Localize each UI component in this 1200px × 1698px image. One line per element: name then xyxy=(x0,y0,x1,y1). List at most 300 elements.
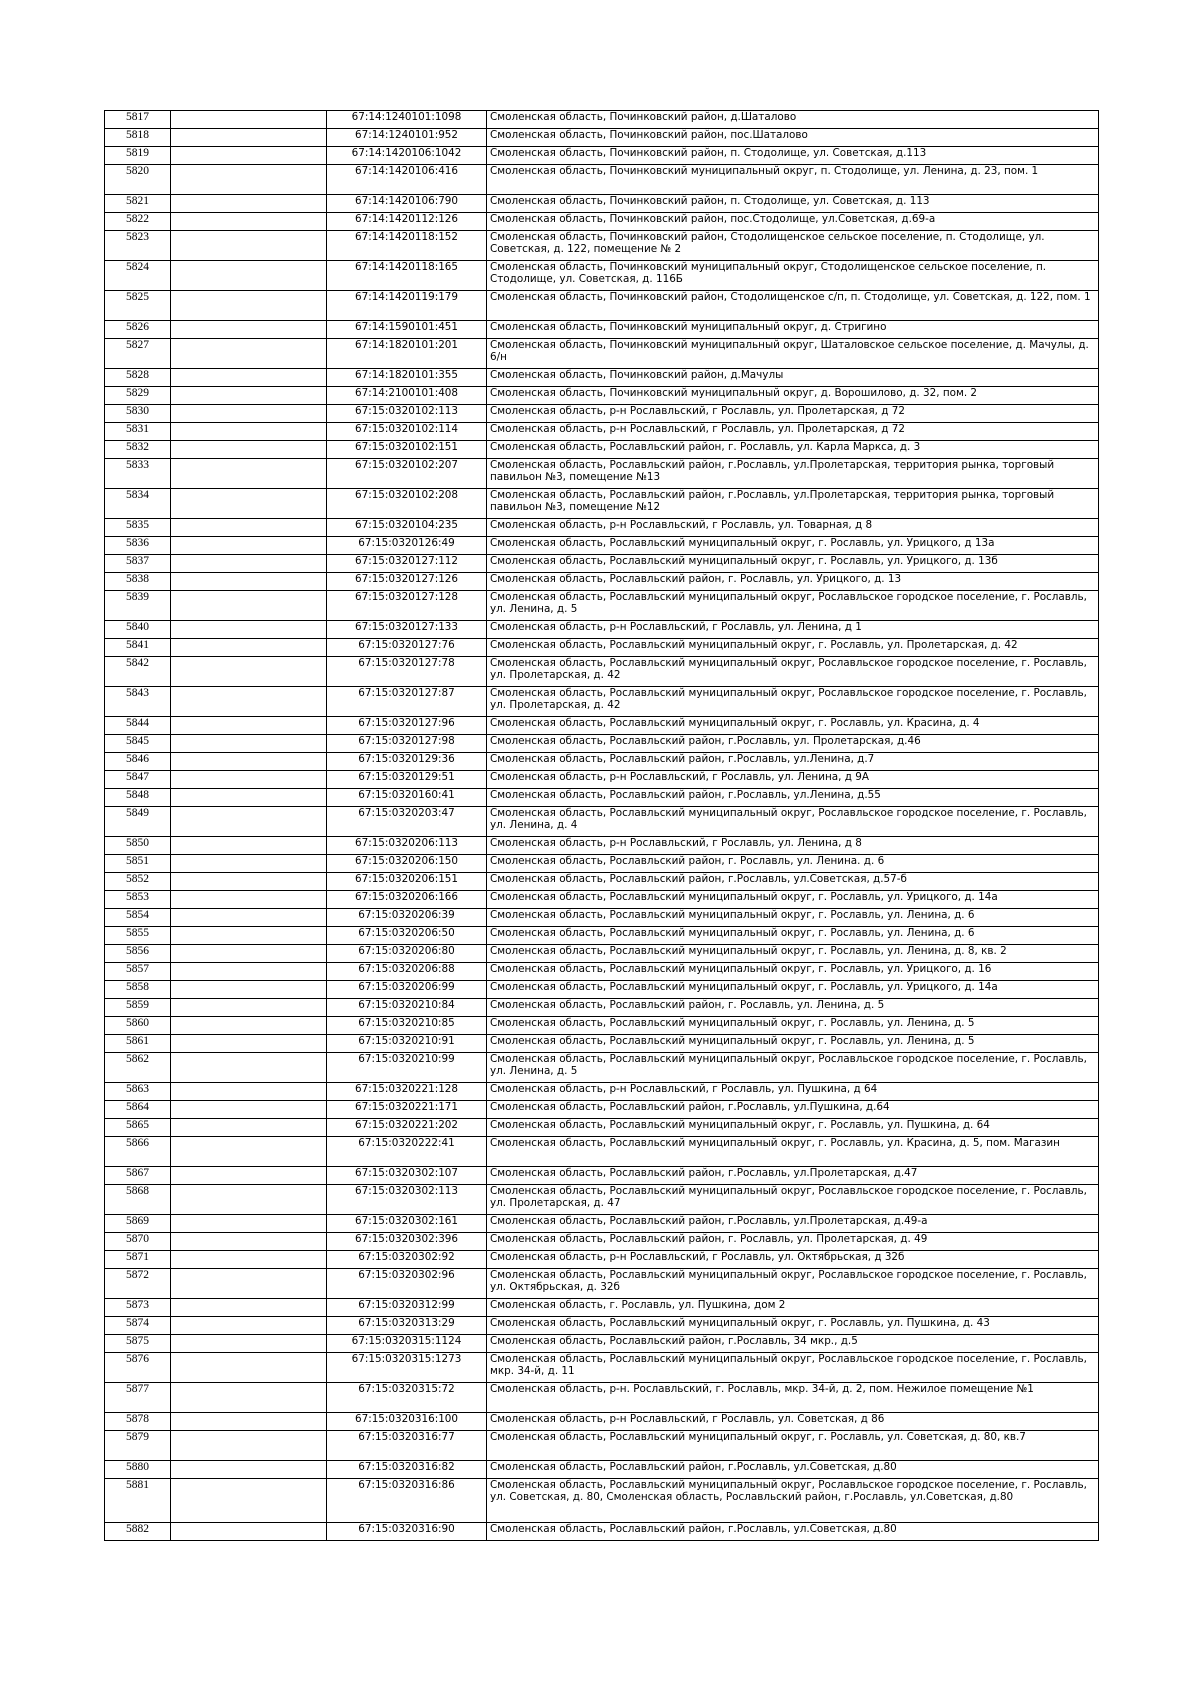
row-number-cell: 5880 xyxy=(105,1461,171,1479)
address-cell: Смоленская область, Рославльский район, г.Рославль, ул.Пролетарская, д.47 xyxy=(487,1167,1099,1185)
empty-cell xyxy=(171,1101,327,1119)
address-cell: Смоленская область, Починковский район, д.Шаталово xyxy=(487,111,1099,129)
empty-cell xyxy=(171,519,327,537)
cadastral-number-cell: 67:14:1420112:126 xyxy=(327,213,487,231)
row-number-cell: 5832 xyxy=(105,441,171,459)
table-row xyxy=(105,753,1099,771)
address-cell: Смоленская область, Рославльский муниципальный округ, Рославльское городское поселение, г. Рославль, ул. Советская, д. 80, Смоленская область, Рославльский район, г.Рославль, ул.Советская, д.80 xyxy=(487,1479,1099,1523)
address-cell: Смоленская область, Рославльский муниципальный округ, г. Рославль, ул. Урицкого, д. 13б xyxy=(487,555,1099,573)
row-number-cell: 5829 xyxy=(105,387,171,405)
row-number-cell: 5878 xyxy=(105,1413,171,1431)
row-number-cell: 5835 xyxy=(105,519,171,537)
table-row xyxy=(105,837,1099,855)
table-row xyxy=(105,231,1099,261)
empty-cell xyxy=(171,1335,327,1353)
table-row xyxy=(105,1233,1099,1251)
cadastral-number-cell: 67:15:0320316:77 xyxy=(327,1431,487,1461)
empty-cell xyxy=(171,369,327,387)
address-cell: Смоленская область, р-н Рославльский, г Рославль, ул. Товарная, д 8 xyxy=(487,519,1099,537)
empty-cell xyxy=(171,321,327,339)
empty-cell xyxy=(171,855,327,873)
cadastral-number-cell: 67:15:0320315:1273 xyxy=(327,1353,487,1383)
empty-cell xyxy=(171,1413,327,1431)
cadastral-number-cell: 67:15:0320206:151 xyxy=(327,873,487,891)
address-cell: Смоленская область, Рославльский муниципальный округ, г. Рославль, ул. Ленина, д. 5 xyxy=(487,1035,1099,1053)
address-cell: Смоленская область, Рославльский муниципальный округ, Рославльское городское поселение, г. Рославль, ул. Ленина, д. 5 xyxy=(487,1053,1099,1083)
registry-table xyxy=(104,110,1099,1541)
table-row xyxy=(105,405,1099,423)
address-cell: Смоленская область, Рославльский район, г. Рославль, ул. Урицкого, д. 13 xyxy=(487,573,1099,591)
row-number-cell: 5843 xyxy=(105,687,171,717)
table-row xyxy=(105,261,1099,291)
empty-cell xyxy=(171,1523,327,1541)
row-number-cell: 5852 xyxy=(105,873,171,891)
table-row xyxy=(105,1335,1099,1353)
table-row xyxy=(105,339,1099,369)
row-number-cell: 5834 xyxy=(105,489,171,519)
empty-cell xyxy=(171,909,327,927)
row-number-cell: 5831 xyxy=(105,423,171,441)
cadastral-number-cell: 67:15:0320203:47 xyxy=(327,807,487,837)
address-cell: Смоленская область, Починковский район, Стодолищенское сельское поселение, п. Стодолище, ул. Советская, д. 122, помещение № 2 xyxy=(487,231,1099,261)
row-number-cell: 5849 xyxy=(105,807,171,837)
cadastral-number-cell: 67:15:0320221:171 xyxy=(327,1101,487,1119)
empty-cell xyxy=(171,687,327,717)
empty-cell xyxy=(171,405,327,423)
cadastral-number-cell: 67:14:1420106:1042 xyxy=(327,147,487,165)
empty-cell xyxy=(171,999,327,1017)
address-cell: Смоленская область, Починковский район, пос.Стодолище, ул.Советская, д.69-а xyxy=(487,213,1099,231)
table-row xyxy=(105,519,1099,537)
cadastral-number-cell: 67:15:0320312:99 xyxy=(327,1299,487,1317)
address-cell: Смоленская область, Рославльский район, г.Рославль, ул.Советская, д.57-б xyxy=(487,873,1099,891)
row-number-cell: 5819 xyxy=(105,147,171,165)
table-row xyxy=(105,771,1099,789)
row-number-cell: 5818 xyxy=(105,129,171,147)
row-number-cell: 5874 xyxy=(105,1317,171,1335)
address-cell: Смоленская область, Рославльский муниципальный округ, г. Рославль, ул. Урицкого, д. 14а xyxy=(487,891,1099,909)
table-row xyxy=(105,735,1099,753)
row-number-cell: 5841 xyxy=(105,639,171,657)
cadastral-number-cell: 67:14:1420106:416 xyxy=(327,165,487,195)
address-cell: Смоленская область, Рославльский муниципальный округ, г. Рославль, ул. Урицкого, д. 14а xyxy=(487,981,1099,999)
address-cell: Смоленская область, Рославльский район, г.Рославль, ул. Пролетарская, д.46 xyxy=(487,735,1099,753)
cadastral-number-cell: 67:14:1420118:152 xyxy=(327,231,487,261)
empty-cell xyxy=(171,1017,327,1035)
cadastral-number-cell: 67:15:0320316:100 xyxy=(327,1413,487,1431)
address-cell: Смоленская область, р-н. Рославльский, г. Рославль, мкр. 34-й, д. 2, пом. Нежилое помещение №1 xyxy=(487,1383,1099,1413)
address-cell: Смоленская область, Рославльский муниципальный округ, г. Рославль, ул. Красина, д. 4 xyxy=(487,717,1099,735)
empty-cell xyxy=(171,1185,327,1215)
cadastral-number-cell: 67:15:0320206:166 xyxy=(327,891,487,909)
empty-cell xyxy=(171,129,327,147)
address-cell: Смоленская область, Починковский муниципальный округ, Шаталовское сельское поселение, д. Мачулы, д. 6/н xyxy=(487,339,1099,369)
address-cell: Смоленская область, Рославльский район, г.Рославль, ул.Пролетарская, д.49-а xyxy=(487,1215,1099,1233)
row-number-cell: 5871 xyxy=(105,1251,171,1269)
row-number-cell: 5875 xyxy=(105,1335,171,1353)
cadastral-number-cell: 67:15:0320206:39 xyxy=(327,909,487,927)
empty-cell xyxy=(171,963,327,981)
empty-cell xyxy=(171,261,327,291)
row-number-cell: 5882 xyxy=(105,1523,171,1541)
empty-cell xyxy=(171,387,327,405)
address-cell: Смоленская область, Починковский район, пос.Шаталово xyxy=(487,129,1099,147)
row-number-cell: 5863 xyxy=(105,1083,171,1101)
row-number-cell: 5817 xyxy=(105,111,171,129)
empty-cell xyxy=(171,1137,327,1167)
address-cell: Смоленская область, Рославльский район, г. Рославль, ул. Карла Маркса, д. 3 xyxy=(487,441,1099,459)
address-cell: Смоленская область, Рославльский муниципальный округ, Рославльское городское поселение, г. Рославль, ул. Пролетарская, д. 47 xyxy=(487,1185,1099,1215)
address-cell: Смоленская область, Рославльский муниципальный округ, г. Рославль, ул. Ленина, д. 6 xyxy=(487,927,1099,945)
cadastral-number-cell: 67:14:1820101:355 xyxy=(327,369,487,387)
cadastral-number-cell: 67:15:0320210:85 xyxy=(327,1017,487,1035)
cadastral-number-cell: 67:14:1420119:179 xyxy=(327,291,487,321)
row-number-cell: 5865 xyxy=(105,1119,171,1137)
cadastral-number-cell: 67:15:0320102:113 xyxy=(327,405,487,423)
empty-cell xyxy=(171,1251,327,1269)
table-row xyxy=(105,195,1099,213)
row-number-cell: 5842 xyxy=(105,657,171,687)
empty-cell xyxy=(171,1167,327,1185)
row-number-cell: 5839 xyxy=(105,591,171,621)
table-row xyxy=(105,657,1099,687)
table-row xyxy=(105,387,1099,405)
address-cell: Смоленская область, Рославльский район, г.Рославль, ул.Пролетарская, территория рынка, торговый павильон №3, помещение №13 xyxy=(487,459,1099,489)
table-row xyxy=(105,1479,1099,1523)
address-cell: Смоленская область, Рославльский район, г.Рославль, ул.Ленина, д.7 xyxy=(487,753,1099,771)
address-cell: Смоленская область, Рославльский муниципальный округ, г. Рославль, ул. Советская, д. 80, кв.7 xyxy=(487,1431,1099,1461)
address-cell: Смоленская область, Починковский район, п. Стодолище, ул. Советская, д.113 xyxy=(487,147,1099,165)
cadastral-number-cell: 67:15:0320302:161 xyxy=(327,1215,487,1233)
address-cell: Смоленская область, Починковский район, д.Мачулы xyxy=(487,369,1099,387)
table-row xyxy=(105,789,1099,807)
empty-cell xyxy=(171,441,327,459)
empty-cell xyxy=(171,1383,327,1413)
cadastral-number-cell: 67:15:0320206:80 xyxy=(327,945,487,963)
empty-cell xyxy=(171,213,327,231)
address-cell: Смоленская область, Рославльский район, г.Рославль, ул.Советская, д.80 xyxy=(487,1523,1099,1541)
empty-cell xyxy=(171,657,327,687)
address-cell: Смоленская область, Рославльский район, г. Рославль, ул. Ленина. д. 6 xyxy=(487,855,1099,873)
cadastral-number-cell: 67:15:0320206:50 xyxy=(327,927,487,945)
empty-cell xyxy=(171,945,327,963)
empty-cell xyxy=(171,231,327,261)
row-number-cell: 5856 xyxy=(105,945,171,963)
cadastral-number-cell: 67:14:1240101:1098 xyxy=(327,111,487,129)
row-number-cell: 5827 xyxy=(105,339,171,369)
empty-cell xyxy=(171,753,327,771)
row-number-cell: 5850 xyxy=(105,837,171,855)
cadastral-number-cell: 67:15:0320206:113 xyxy=(327,837,487,855)
table-row xyxy=(105,855,1099,873)
table-row xyxy=(105,1053,1099,1083)
empty-cell xyxy=(171,1299,327,1317)
empty-cell xyxy=(171,639,327,657)
row-number-cell: 5876 xyxy=(105,1353,171,1383)
cadastral-number-cell: 67:15:0320221:128 xyxy=(327,1083,487,1101)
empty-cell xyxy=(171,291,327,321)
row-number-cell: 5855 xyxy=(105,927,171,945)
row-number-cell: 5830 xyxy=(105,405,171,423)
row-number-cell: 5823 xyxy=(105,231,171,261)
row-number-cell: 5858 xyxy=(105,981,171,999)
row-number-cell: 5825 xyxy=(105,291,171,321)
table-row xyxy=(105,459,1099,489)
address-cell: Смоленская область, Рославльский муниципальный округ, г. Рославль, ул. Ленина, д. 8, кв. 2 xyxy=(487,945,1099,963)
table-row xyxy=(105,369,1099,387)
row-number-cell: 5837 xyxy=(105,555,171,573)
address-cell: Смоленская область, р-н Рославльский, г Рославль, ул. Ленина, д 1 xyxy=(487,621,1099,639)
table-row xyxy=(105,573,1099,591)
row-number-cell: 5870 xyxy=(105,1233,171,1251)
table-row xyxy=(105,1431,1099,1461)
table-row xyxy=(105,1353,1099,1383)
address-cell: Смоленская область, Починковский район, Стодолищенское с/п, п. Стодолище, ул. Советская, д. 122, пом. 1 xyxy=(487,291,1099,321)
table-row xyxy=(105,873,1099,891)
cadastral-number-cell: 67:14:1420106:790 xyxy=(327,195,487,213)
table-row xyxy=(105,165,1099,195)
row-number-cell: 5826 xyxy=(105,321,171,339)
cadastral-number-cell: 67:15:0320302:107 xyxy=(327,1167,487,1185)
row-number-cell: 5848 xyxy=(105,789,171,807)
cadastral-number-cell: 67:15:0320222:41 xyxy=(327,1137,487,1167)
table-row xyxy=(105,1035,1099,1053)
address-cell: Смоленская область, Починковский муниципальный округ, д. Ворошилово, д. 32, пом. 2 xyxy=(487,387,1099,405)
table-row xyxy=(105,129,1099,147)
table-row xyxy=(105,1137,1099,1167)
table-row xyxy=(105,1083,1099,1101)
table-row xyxy=(105,717,1099,735)
table-row xyxy=(105,891,1099,909)
address-cell: Смоленская область, Починковский район, п. Стодолище, ул. Советская, д. 113 xyxy=(487,195,1099,213)
table-row xyxy=(105,1413,1099,1431)
cadastral-number-cell: 67:15:0320127:98 xyxy=(327,735,487,753)
row-number-cell: 5820 xyxy=(105,165,171,195)
row-number-cell: 5853 xyxy=(105,891,171,909)
empty-cell xyxy=(171,981,327,999)
registry-table-body xyxy=(105,111,1099,1541)
empty-cell xyxy=(171,195,327,213)
row-number-cell: 5846 xyxy=(105,753,171,771)
row-number-cell: 5845 xyxy=(105,735,171,753)
row-number-cell: 5861 xyxy=(105,1035,171,1053)
row-number-cell: 5836 xyxy=(105,537,171,555)
empty-cell xyxy=(171,771,327,789)
cadastral-number-cell: 67:15:0320316:86 xyxy=(327,1479,487,1523)
cadastral-number-cell: 67:15:0320129:51 xyxy=(327,771,487,789)
table-row xyxy=(105,927,1099,945)
address-cell: Смоленская область, Рославльский муниципальный округ, г. Рославль, ул. Пролетарская, д. 42 xyxy=(487,639,1099,657)
address-cell: Смоленская область, р-н Рославльский, г Рославль, ул. Пролетарская, д 72 xyxy=(487,423,1099,441)
table-row xyxy=(105,807,1099,837)
row-number-cell: 5854 xyxy=(105,909,171,927)
table-row xyxy=(105,555,1099,573)
table-row xyxy=(105,321,1099,339)
address-cell: Смоленская область, р-н Рославльский, г Рославль, ул. Советская, д 86 xyxy=(487,1413,1099,1431)
table-row xyxy=(105,621,1099,639)
cadastral-number-cell: 67:15:0320102:207 xyxy=(327,459,487,489)
row-number-cell: 5828 xyxy=(105,369,171,387)
table-row xyxy=(105,981,1099,999)
cadastral-number-cell: 67:15:0320127:96 xyxy=(327,717,487,735)
empty-cell xyxy=(171,339,327,369)
cadastral-number-cell: 67:14:1420118:165 xyxy=(327,261,487,291)
address-cell: Смоленская область, р-н Рославльский, г Рославль, ул. Пушкина, д 64 xyxy=(487,1083,1099,1101)
cadastral-number-cell: 67:15:0320129:36 xyxy=(327,753,487,771)
row-number-cell: 5869 xyxy=(105,1215,171,1233)
table-row xyxy=(105,1299,1099,1317)
table-row xyxy=(105,1167,1099,1185)
address-cell: Смоленская область, Рославльский район, г. Рославль, ул. Пролетарская, д. 49 xyxy=(487,1233,1099,1251)
cadastral-number-cell: 67:15:0320315:1124 xyxy=(327,1335,487,1353)
cadastral-number-cell: 67:15:0320302:96 xyxy=(327,1269,487,1299)
empty-cell xyxy=(171,717,327,735)
table-row xyxy=(105,963,1099,981)
cadastral-number-cell: 67:15:0320210:91 xyxy=(327,1035,487,1053)
empty-cell xyxy=(171,891,327,909)
table-row xyxy=(105,1251,1099,1269)
table-row xyxy=(105,213,1099,231)
cadastral-number-cell: 67:15:0320126:49 xyxy=(327,537,487,555)
table-row xyxy=(105,687,1099,717)
row-number-cell: 5844 xyxy=(105,717,171,735)
table-row xyxy=(105,1101,1099,1119)
empty-cell xyxy=(171,1053,327,1083)
table-row xyxy=(105,639,1099,657)
empty-cell xyxy=(171,111,327,129)
row-number-cell: 5872 xyxy=(105,1269,171,1299)
row-number-cell: 5859 xyxy=(105,999,171,1017)
empty-cell xyxy=(171,807,327,837)
row-number-cell: 5881 xyxy=(105,1479,171,1523)
empty-cell xyxy=(171,423,327,441)
empty-cell xyxy=(171,1035,327,1053)
cadastral-number-cell: 67:15:0320302:92 xyxy=(327,1251,487,1269)
row-number-cell: 5838 xyxy=(105,573,171,591)
address-cell: Смоленская область, Рославльский муниципальный округ, Рославльское городское поселение, г. Рославль, ул. Октябрьская, д. 32б xyxy=(487,1269,1099,1299)
table-row xyxy=(105,537,1099,555)
address-cell: Смоленская область, Рославльский муниципальный округ, Рославльское городское поселение, г. Рославль, мкр. 34-й, д. 11 xyxy=(487,1353,1099,1383)
cadastral-number-cell: 67:14:1240101:952 xyxy=(327,129,487,147)
row-number-cell: 5873 xyxy=(105,1299,171,1317)
empty-cell xyxy=(171,837,327,855)
row-number-cell: 5866 xyxy=(105,1137,171,1167)
row-number-cell: 5879 xyxy=(105,1431,171,1461)
table-row xyxy=(105,423,1099,441)
table-row xyxy=(105,1269,1099,1299)
address-cell: Смоленская область, р-н Рославльский, г Рославль, ул. Ленина, д 8 xyxy=(487,837,1099,855)
table-row xyxy=(105,1383,1099,1413)
cadastral-number-cell: 67:15:0320210:84 xyxy=(327,999,487,1017)
address-cell: Смоленская область, Рославльский муниципальный округ, г. Рославль, ул. Ленина, д. 5 xyxy=(487,1017,1099,1035)
table-row xyxy=(105,1017,1099,1035)
address-cell: Смоленская область, Починковский муниципальный округ, Стодолищенское сельское поселение, п. Стодолище, ул. Советская, д. 116Б xyxy=(487,261,1099,291)
address-cell: Смоленская область, Рославльский муниципальный округ, г. Рославль, ул. Пушкина, д. 64 xyxy=(487,1119,1099,1137)
row-number-cell: 5822 xyxy=(105,213,171,231)
address-cell: Смоленская область, Рославльский район, г.Рославль, ул.Пролетарская, территория рынка, торговый павильон №3, помещение №12 xyxy=(487,489,1099,519)
empty-cell xyxy=(171,873,327,891)
address-cell: Смоленская область, Починковский муниципальный округ, п. Стодолище, ул. Ленина, д. 23, пом. 1 xyxy=(487,165,1099,195)
address-cell: Смоленская область, Рославльский район, г. Рославль, ул. Ленина, д. 5 xyxy=(487,999,1099,1017)
empty-cell xyxy=(171,735,327,753)
table-row xyxy=(105,1215,1099,1233)
empty-cell xyxy=(171,1083,327,1101)
cadastral-number-cell: 67:15:0320206:99 xyxy=(327,981,487,999)
cadastral-number-cell: 67:15:0320221:202 xyxy=(327,1119,487,1137)
cadastral-number-cell: 67:15:0320127:76 xyxy=(327,639,487,657)
address-cell: Смоленская область, Рославльский район, г.Рославль, 34 мкр., д.5 xyxy=(487,1335,1099,1353)
cadastral-number-cell: 67:15:0320302:113 xyxy=(327,1185,487,1215)
empty-cell xyxy=(171,537,327,555)
cadastral-number-cell: 67:15:0320160:41 xyxy=(327,789,487,807)
address-cell: Смоленская область, Рославльский район, г.Рославль, ул.Ленина, д.55 xyxy=(487,789,1099,807)
table-row xyxy=(105,591,1099,621)
row-number-cell: 5821 xyxy=(105,195,171,213)
table-row xyxy=(105,291,1099,321)
cadastral-number-cell: 67:15:0320127:133 xyxy=(327,621,487,639)
cadastral-number-cell: 67:15:0320313:29 xyxy=(327,1317,487,1335)
address-cell: Смоленская область, г. Рославль, ул. Пушкина, дом 2 xyxy=(487,1299,1099,1317)
empty-cell xyxy=(171,165,327,195)
empty-cell xyxy=(171,1233,327,1251)
address-cell: Смоленская область, Рославльский муниципальный округ, г. Рославль, ул. Ленина, д. 6 xyxy=(487,909,1099,927)
empty-cell xyxy=(171,459,327,489)
row-number-cell: 5877 xyxy=(105,1383,171,1413)
empty-cell xyxy=(171,555,327,573)
address-cell: Смоленская область, Рославльский муниципальный округ, Рославльское городское поселение, г. Рославль, ул. Пролетарская, д. 42 xyxy=(487,657,1099,687)
address-cell: Смоленская область, Рославльский муниципальный округ, Рославльское городское поселение, г. Рославль, ул. Ленина, д. 5 xyxy=(487,591,1099,621)
table-row xyxy=(105,111,1099,129)
cadastral-number-cell: 67:14:1820101:201 xyxy=(327,339,487,369)
table-row xyxy=(105,1523,1099,1541)
empty-cell xyxy=(171,1431,327,1461)
table-row xyxy=(105,1185,1099,1215)
empty-cell xyxy=(171,489,327,519)
row-number-cell: 5824 xyxy=(105,261,171,291)
cadastral-number-cell: 67:15:0320102:114 xyxy=(327,423,487,441)
address-cell: Смоленская область, р-н Рославльский, г Рославль, ул. Ленина, д 9А xyxy=(487,771,1099,789)
empty-cell xyxy=(171,147,327,165)
row-number-cell: 5857 xyxy=(105,963,171,981)
empty-cell xyxy=(171,1461,327,1479)
address-cell: Смоленская область, Рославльский муниципальный округ, г. Рославль, ул. Урицкого, д. 16 xyxy=(487,963,1099,981)
cadastral-number-cell: 67:15:0320302:396 xyxy=(327,1233,487,1251)
table-row xyxy=(105,945,1099,963)
row-number-cell: 5867 xyxy=(105,1167,171,1185)
row-number-cell: 5860 xyxy=(105,1017,171,1035)
row-number-cell: 5847 xyxy=(105,771,171,789)
address-cell: Смоленская область, Починковский муниципальный округ, д. Стригино xyxy=(487,321,1099,339)
empty-cell xyxy=(171,1119,327,1137)
row-number-cell: 5864 xyxy=(105,1101,171,1119)
table-row xyxy=(105,147,1099,165)
table-row xyxy=(105,909,1099,927)
address-cell: Смоленская область, Рославльский район, г.Рославль, ул.Пушкина, д.64 xyxy=(487,1101,1099,1119)
table-row xyxy=(105,441,1099,459)
address-cell: Смоленская область, Рославльский муниципальный округ, г. Рославль, ул. Урицкого, д 13а xyxy=(487,537,1099,555)
cadastral-number-cell: 67:15:0320316:90 xyxy=(327,1523,487,1541)
table-row xyxy=(105,489,1099,519)
empty-cell xyxy=(171,1317,327,1335)
row-number-cell: 5862 xyxy=(105,1053,171,1083)
cadastral-number-cell: 67:15:0320102:208 xyxy=(327,489,487,519)
table-row xyxy=(105,999,1099,1017)
address-cell: Смоленская область, р-н Рославльский, г Рославль, ул. Пролетарская, д 72 xyxy=(487,405,1099,423)
empty-cell xyxy=(171,1269,327,1299)
cadastral-number-cell: 67:15:0320315:72 xyxy=(327,1383,487,1413)
empty-cell xyxy=(171,1215,327,1233)
row-number-cell: 5868 xyxy=(105,1185,171,1215)
